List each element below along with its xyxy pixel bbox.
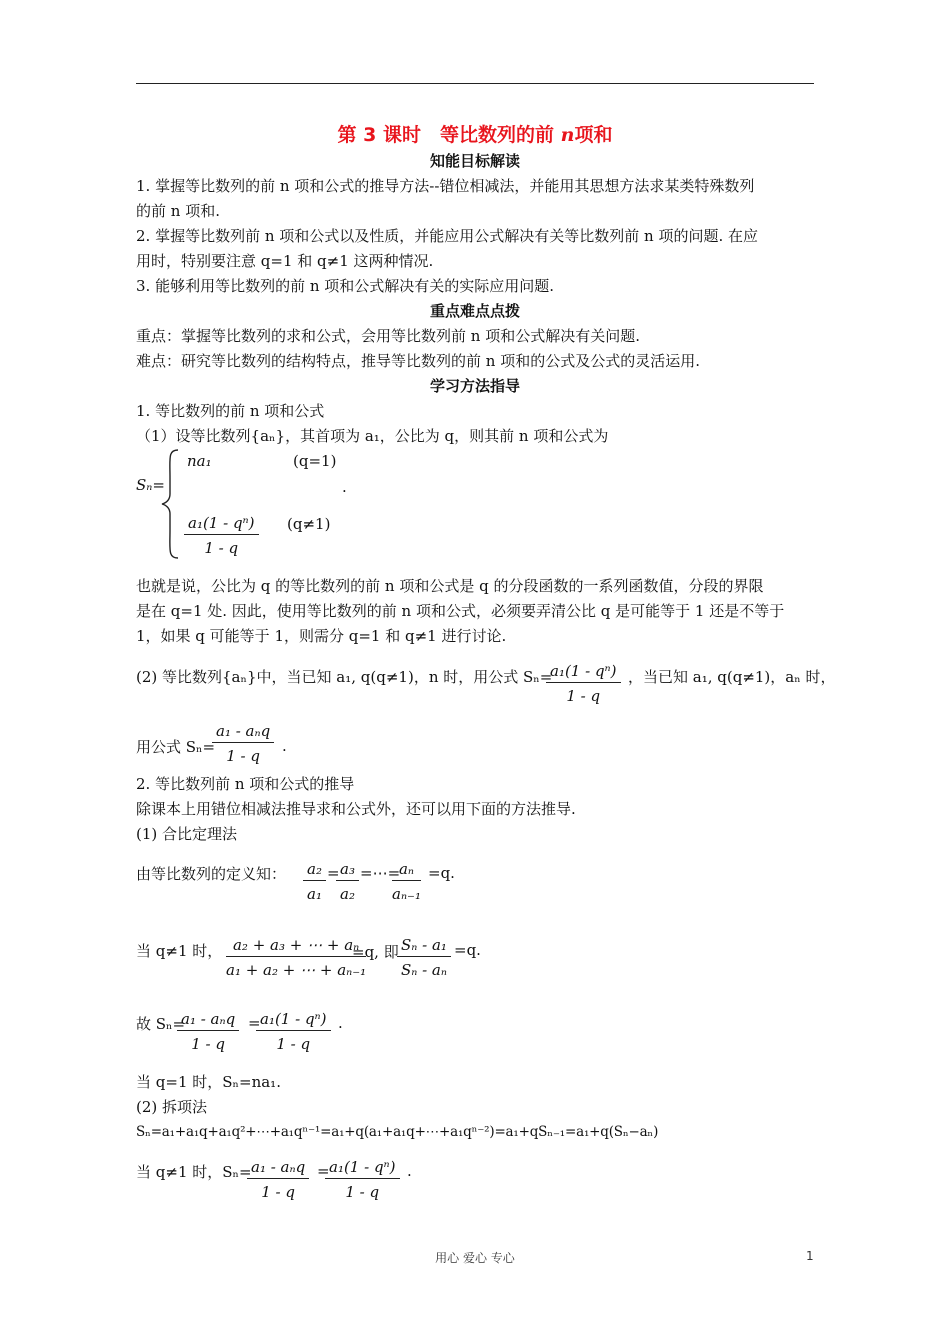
method1-title: (1) 合比定理法 [136, 825, 238, 843]
m1-f1-num: a₂ [303, 860, 326, 881]
section-heading-goals: 知能目标解读 [429, 152, 520, 170]
piecewise-case1: na₁ [187, 452, 212, 470]
m2-f2-den: 1 - q [345, 1183, 380, 1201]
m2-f1-den: 1 - q [261, 1183, 295, 1201]
section-heading-keypoints: 重点难点点拨 [429, 302, 520, 320]
method2-title: (2) 拆项法 [136, 1098, 208, 1116]
method1-frac-1 [303, 860, 326, 903]
part2-text-b: ，当已知 a₁, q(q≠1)，aₙ 时， [628, 668, 836, 686]
method1-dot: . [338, 1014, 343, 1032]
part2-text-a: (2) 等比数列{aₙ}中，当已知 a₁, q(q≠1)，n 时，用公式 Sₙ= [136, 668, 553, 686]
method2-expand: Sₙ=a₁+a₁q+a₁q²+⋯+a₁qⁿ⁻¹=a₁+q(a₁+a₁q+⋯+a₁qⁿ⁻²)=a₁+qSₙ₋₁=a₁+q(Sₙ−aₙ) [136, 1124, 659, 1140]
m1-f4-den: a₁ + a₂ + ⋯ + aₙ₋₁ [226, 961, 367, 979]
goal-line-5: 3. 能够利用等比数列的前 n 项和公式解决有关的实际应用问题. [136, 277, 555, 295]
method2-dot: . [407, 1162, 412, 1180]
title-suffix: 项和 [574, 124, 613, 146]
m1-f3-num: aₙ [392, 860, 421, 881]
goal-line-3: 2. 掌握等比数列前 n 项和公式以及性质，并能应用公式解决有关等比数列前 n 项的问题. 在应 [136, 227, 759, 245]
section-heading-method: 学习方法指导 [429, 377, 520, 395]
piecewise-cond2: (q≠1) [287, 515, 331, 533]
piecewise-den2: 1 - q [204, 539, 239, 557]
m1-f4-num: a₂ + a₃ + ⋯ + aₙ [226, 936, 366, 957]
m1-f5-num: Sₙ - a₁ [397, 936, 451, 957]
m2-f1-num: a₁ - aₙq [247, 1158, 309, 1179]
method2-frac-2 [325, 1158, 400, 1201]
m1-f7-den: 1 - q [276, 1035, 311, 1053]
m1-f6-num: a₁ - aₙq [177, 1010, 239, 1031]
goal-line-2: 的前 n 项和. [136, 202, 220, 220]
method1-frac-3 [392, 860, 421, 903]
method2-frac-1 [247, 1158, 309, 1201]
part2-text-c: 用公式 Sₙ= [136, 738, 216, 756]
m1-f5-den: Sₙ - aₙ [400, 961, 447, 979]
method1-line2-text: 当 q≠1 时， [136, 942, 223, 960]
part2-frac2-den: 1 - q [226, 747, 260, 765]
explain-line-2: 是在 q=1 处. 因此，使用等比数列的前 n 项和公式，必须要弄清公比 q 是可能等于 1 还是不等于 [136, 602, 785, 620]
part2-frac1-num: a₁(1 - qⁿ) [546, 662, 621, 683]
method1-eq6: = [248, 1014, 261, 1032]
header-rule [136, 83, 814, 84]
piecewise-end: . [342, 478, 347, 496]
piecewise-num2: a₁(1 - qⁿ) [184, 514, 259, 535]
method1-end: =q. [454, 941, 481, 959]
keypoint-line-1: 重点：掌握等比数列的求和公式，会用等比数列前 n 项和公式解决有关问题. [136, 327, 640, 345]
page-footer: 用心 爱心 专心 [435, 1251, 515, 1265]
method1-mid: =q, 即 [352, 943, 399, 961]
m2-f2-num: a₁(1 - qⁿ) [325, 1158, 400, 1179]
m1-f3-den: aₙ₋₁ [392, 885, 421, 903]
method1-frac-2 [336, 860, 359, 903]
part3-title: 2. 等比数列前 n 项和公式的推导 [136, 775, 355, 793]
method2-line-text: 当 q≠1 时，Sₙ= [136, 1163, 252, 1181]
part2-text-d: . [282, 737, 287, 755]
method1-eq3: =q. [428, 864, 455, 882]
method2-eq: = [317, 1162, 330, 1180]
explain-line-3: 1，如果 q 可能等于 1，则需分 q=1 和 q≠1 进行讨论. [136, 627, 507, 645]
left-brace-icon [160, 448, 184, 560]
page-title [136, 122, 814, 148]
method1-line1-text: 由等比数列的定义知： [136, 865, 287, 883]
part2-fraction-2 [212, 722, 274, 765]
method1-eq1: = [327, 864, 340, 882]
m1-f1-den: a₁ [307, 885, 322, 903]
m1-f6-den: 1 - q [191, 1035, 225, 1053]
m1-f2-den: a₂ [340, 885, 355, 903]
method1-frac-7 [256, 1010, 331, 1053]
piecewise-case2-fraction [184, 514, 259, 557]
goal-line-4: 用时，特别要注意 q=1 和 q≠1 这两种情况. [136, 252, 434, 270]
part3-text: 除课本上用错位相减法推导求和公式外，还可以用下面的方法推导. [136, 800, 576, 818]
method-part1-sub: （1）设等比数列{aₙ}，其首项为 a₁，公比为 q，则其前 n 项和公式为 [136, 427, 609, 445]
method1-line4: 当 q=1 时，Sₙ=na₁. [136, 1073, 281, 1091]
method1-frac-5 [397, 936, 451, 979]
title-prefix: 第 3 课时 等比数列的前 [337, 124, 561, 146]
method1-eq2: =⋯= [360, 864, 401, 882]
keypoint-line-2: 难点：研究等比数列的结构特点，推导等比数列的前 n 项和的公式及公式的灵活运用. [136, 352, 700, 370]
m1-f2-num: a₃ [336, 860, 359, 881]
piecewise-lhs: Sₙ= [136, 476, 165, 494]
goal-line-1: 1. 掌握等比数列的前 n 项和公式的推导方法--错位相减法，并能用其思想方法求某类特殊数列 [136, 177, 755, 195]
part2-fraction-1 [546, 662, 621, 705]
page-number: 1 [806, 1249, 814, 1263]
part2-frac2-num: a₁ - aₙq [212, 722, 274, 743]
m1-f7-num: a₁(1 - qⁿ) [256, 1010, 331, 1031]
method1-line3-text: 故 Sₙ= [136, 1015, 186, 1033]
explain-line-1: 也就是说，公比为 q 的等比数列的前 n 项和公式是 q 的分段函数的一系列函数值，分段的界限 [136, 577, 764, 595]
method-part1-title: 1. 等比数列的前 n 项和公式 [136, 402, 325, 420]
method1-frac-6 [177, 1010, 239, 1053]
title-var: n [560, 124, 575, 146]
method1-frac-4 [226, 936, 366, 979]
piecewise-cond1: (q=1) [293, 452, 337, 470]
part2-frac1-den: 1 - q [566, 687, 601, 705]
